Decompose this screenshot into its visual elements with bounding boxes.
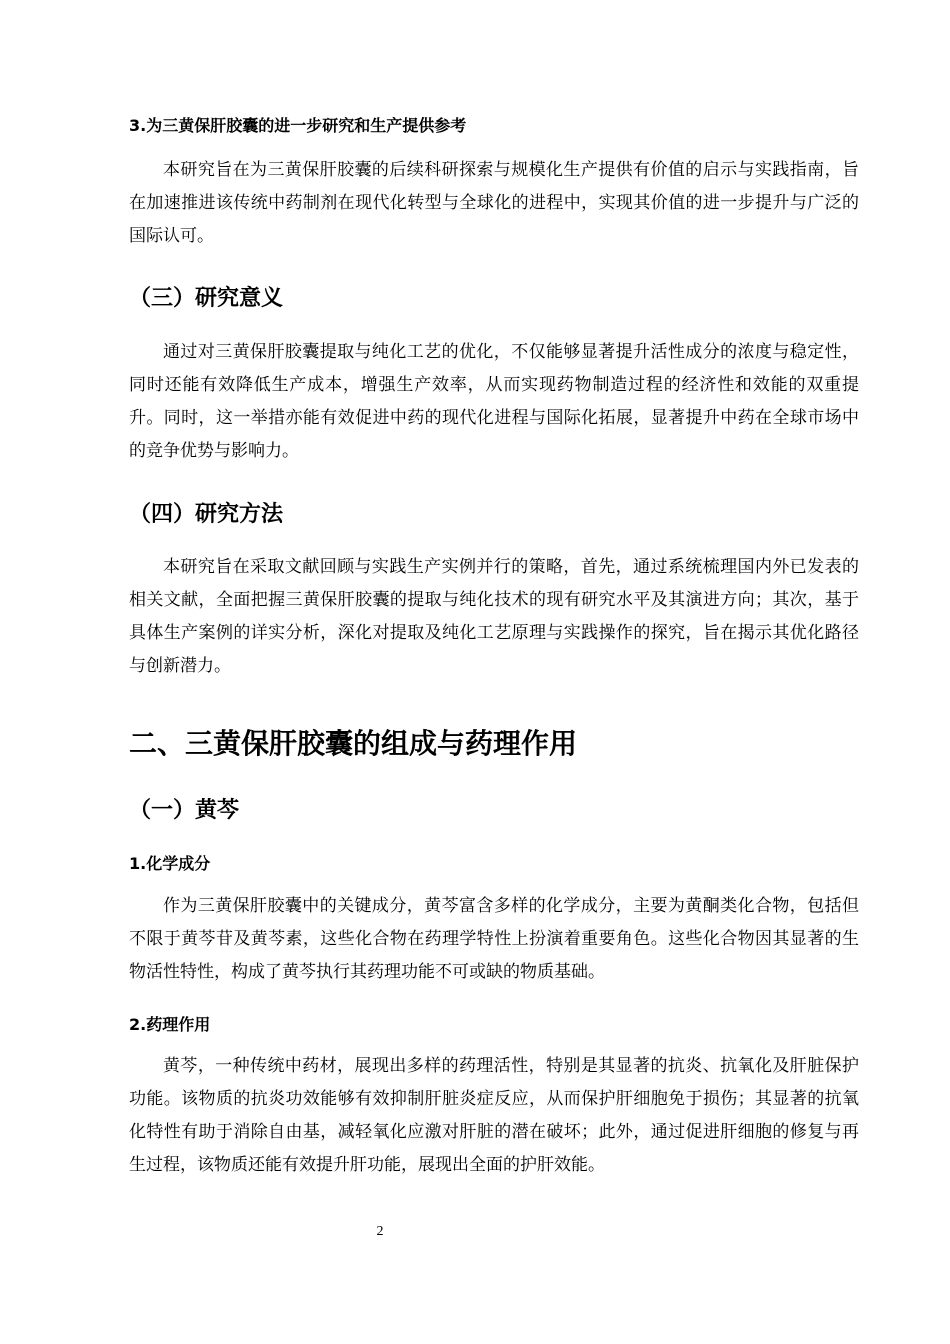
section-heading-method: （四）研究方法 (129, 502, 284, 527)
section-heading-significance: （三）研究意义 (129, 286, 284, 311)
paragraph-method: 本研究旨在采取文献回顾与实践生产实例并行的策略，首先，通过系统梳理国内外已发表的相关文献，全面把握三黄保肝胶囊的提取与纯化技术的现有研究水平及其演进方向；其次，基于具体生产案例的详实分析，深化对提取及纯化工艺原理与实践操作的探究，旨在揭示其优化路径与创新潜力。 (129, 557, 859, 676)
paragraph-chemistry: 作为三黄保肝胶囊中的关键成分，黄芩富含多样的化学成分，主要为黄酮类化合物，包括但不限于黄芩苷及黄芩素，这些化合物在药理学特性上扮演着重要角色。这些化合物因其显著的生物活性特性，构成了黄芩执行其药理功能不可或缺的物质基础。 (129, 896, 859, 982)
paragraph-pharmacology: 黄芩，一种传统中药材，展现出多样的药理活性，特别是其显著的抗炎、抗氧化及肝脏保护功能。该物质的抗炎功效能够有效抑制肝脏炎症反应，从而保护肝细胞免于损伤；其显著的抗氧化特性有助于消除自由基，减轻氧化应激对肝脏的潜在破坏；此外，通过促进肝细胞的修复与再生过程，该物质还能有效提升肝功能，展现出全面的护肝效能。 (129, 1056, 859, 1175)
subsection-heading-chemistry: 1.化学成分 (129, 854, 211, 873)
subsection-heading-pharmacology: 2.药理作用 (129, 1015, 211, 1034)
page-number: 2 (376, 1224, 384, 1239)
section-heading-scutellaria: （一）黄芩 (129, 798, 240, 823)
paragraph-significance: 通过对三黄保肝胶囊提取与纯化工艺的优化，不仅能够显著提升活性成分的浓度与稳定性，同时还能有效降低生产成本，增强生产效率，从而实现药物制造过程的经济性和效能的双重提升。同时，这一举措亦能有效促进中药的现代化进程与国际化拓展，显著提升中药在全球市场中的竞争优势与影响力。 (129, 342, 859, 461)
paragraph-reference: 本研究旨在为三黄保肝胶囊的后续科研探索与规模化生产提供有价值的启示与实践指南，旨在加速推进该传统中药制剂在现代化转型与全球化的进程中，实现其价值的进一步提升与广泛的国际认可。 (129, 160, 859, 246)
subsection-heading-reference: 3.为三黄保肝胶囊的进一步研究和生产提供参考 (129, 116, 467, 135)
chapter-heading: 二、三黄保肝胶囊的组成与药理作用 (129, 727, 578, 760)
